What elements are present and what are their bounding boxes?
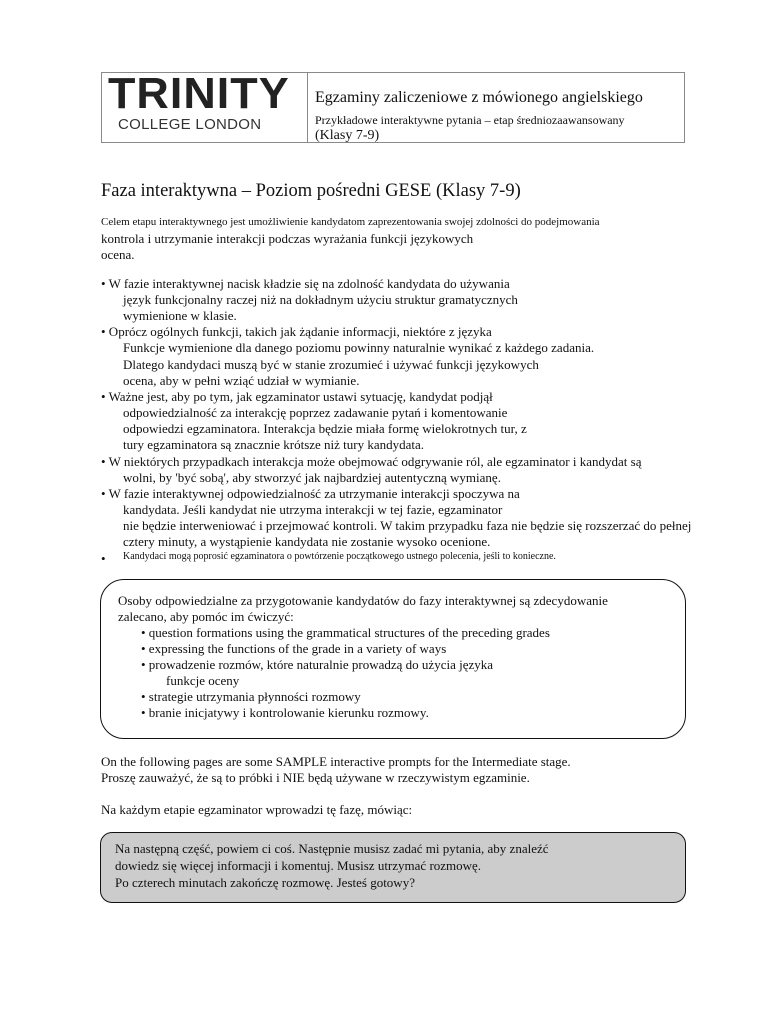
sample-note-line-2: Proszę zauważyć, że są to próbki i NIE będą używane w rzeczywistym egzaminie.: [101, 770, 530, 785]
header-title: Egzaminy zaliczeniowe z mówionego angielskiego: [315, 89, 643, 106]
examiner-line-2: dowiedz się więcej informacji i komentuj. Musisz utrzymać rozmowę.: [115, 858, 482, 873]
prep-box-item-5: • branie inicjatywy i kontrolowanie kierunku rozmowy.: [141, 705, 429, 720]
bullet-1-line-1: • W fazie interaktywnej nacisk kładzie się na zdolność kandydata do używania: [101, 276, 510, 291]
college-london-logo-text: COLLEGE LONDON: [118, 116, 262, 133]
bullet-6-line-1: Kandydaci mogą poprosić egzaminatora o powtórzenie początkowego ustnego polecenia, jeśli to konieczne.: [123, 551, 556, 562]
header-grades: (Klasy 7-9): [315, 128, 380, 143]
preparation-box: [100, 579, 686, 739]
bullet-2-line-4: ocena, aby w pełni wziąć udział w wymianie.: [123, 373, 360, 388]
bullet-5-line-4: cztery minuty, a wystąpienie kandydata nie zostanie wysoko ocenione.: [123, 534, 491, 549]
examiner-script-box: [100, 832, 686, 903]
prep-box-line-2: zalecano, aby pomóc im ćwiczyć:: [118, 609, 294, 624]
bullet-1-line-3: wymienione w klasie.: [123, 308, 237, 323]
intro-line-3: ocena.: [101, 247, 135, 262]
bullet-3-line-1: • Ważne jest, aby po tym, jak egzaminator ustawi sytuację, kandydat podjął: [101, 389, 493, 404]
examiner-line-1: Na następną część, powiem ci coś. Następnie musisz zadać mi pytania, aby znaleźć: [115, 841, 549, 856]
prep-box-item-4: • strategie utrzymania płynności rozmowy: [141, 689, 361, 704]
bullet-6-marker: •: [101, 551, 106, 566]
document-header: [101, 69, 685, 143]
section-heading: Faza interaktywna – Poziom pośredni GESE (Klasy 7-9): [101, 181, 521, 201]
prep-box-item-3-cont: funkcje oceny: [166, 673, 240, 688]
bullet-3-line-2: odpowiedzialność za interakcję poprzez zadawanie pytań i komentowanie: [123, 405, 508, 420]
bullet-5-line-2: kandydata. Jeśli kandydat nie utrzyma interakcji w tej fazie, egzaminator: [123, 502, 503, 517]
bullet-2-line-1: • Oprócz ogólnych funkcji, takich jak żądanie informacji, niektóre z języka: [101, 324, 492, 339]
header-divider: [307, 73, 308, 142]
phase-intro-text: Na każdym etapie egzaminator wprowadzi tę fazę, mówiąc:: [101, 802, 413, 817]
bullet-2-line-2: Funkcje wymienione dla danego poziomu powinny naturalnie wynikać z każdego zadania.: [123, 340, 595, 355]
intro-line-2: kontrola i utrzymanie interakcji podczas wyrażania funkcji językowych: [101, 231, 474, 246]
header-subtitle: Przykładowe interaktywne pytania – etap średniozaawansowany: [315, 113, 625, 127]
bullet-5-line-1: • W fazie interaktywnej odpowiedzialność za utrzymanie interakcji spoczywa na: [101, 486, 520, 501]
bullet-5-line-3: nie będzie interweniować i przejmować kontroli. W takim przypadku faza nie będzie się rozszerzać do pełnej: [123, 518, 692, 533]
prep-box-line-1: Osoby odpowiedzialne za przygotowanie kandydatów do fazy interaktywnej są zdecydowanie: [118, 593, 608, 608]
bullet-3-line-4: tury egzaminatora są znacznie krótsze niż tury kandydata.: [123, 437, 425, 452]
examiner-line-3: Po czterech minutach zakończę rozmowę. Jesteś gotowy?: [115, 875, 415, 890]
prep-box-item-1: • question formations using the grammatical structures of the preceding grades: [141, 625, 550, 640]
intro-line-1: Celem etapu interaktywnego jest umożliwienie kandydatom zaprezentowania swojej zdolności do podejmowania: [101, 216, 600, 228]
sample-note-line-1: On the following pages are some SAMPLE interactive prompts for the Intermediate stage.: [101, 754, 571, 769]
trinity-logo: TRINITY: [108, 69, 290, 118]
bullet-4-line-1: • W niektórych przypadkach interakcja może obejmować odgrywanie ról, ale egzaminator i kandydat są: [101, 454, 642, 469]
prep-box-item-3: • prowadzenie rozmów, które naturalnie prowadzą do użycia języka: [141, 657, 494, 672]
bullet-1-line-2: język funkcjonalny raczej niż na dokładnym użyciu struktur gramatycznych: [123, 292, 518, 307]
bullet-3-line-3: odpowiedzi egzaminatora. Interakcja będzie miała formę wielokrotnych tur, z: [123, 421, 527, 436]
prep-box-item-2: • expressing the functions of the grade in a variety of ways: [141, 641, 447, 656]
bullet-4-line-2: wolni, by 'być sobą', aby stworzyć jak najbardziej autentyczną wymianę.: [123, 470, 501, 485]
bullet-2-line-3: Dlatego kandydaci muszą być w stanie zrozumieć i używać funkcji językowych: [123, 357, 539, 372]
